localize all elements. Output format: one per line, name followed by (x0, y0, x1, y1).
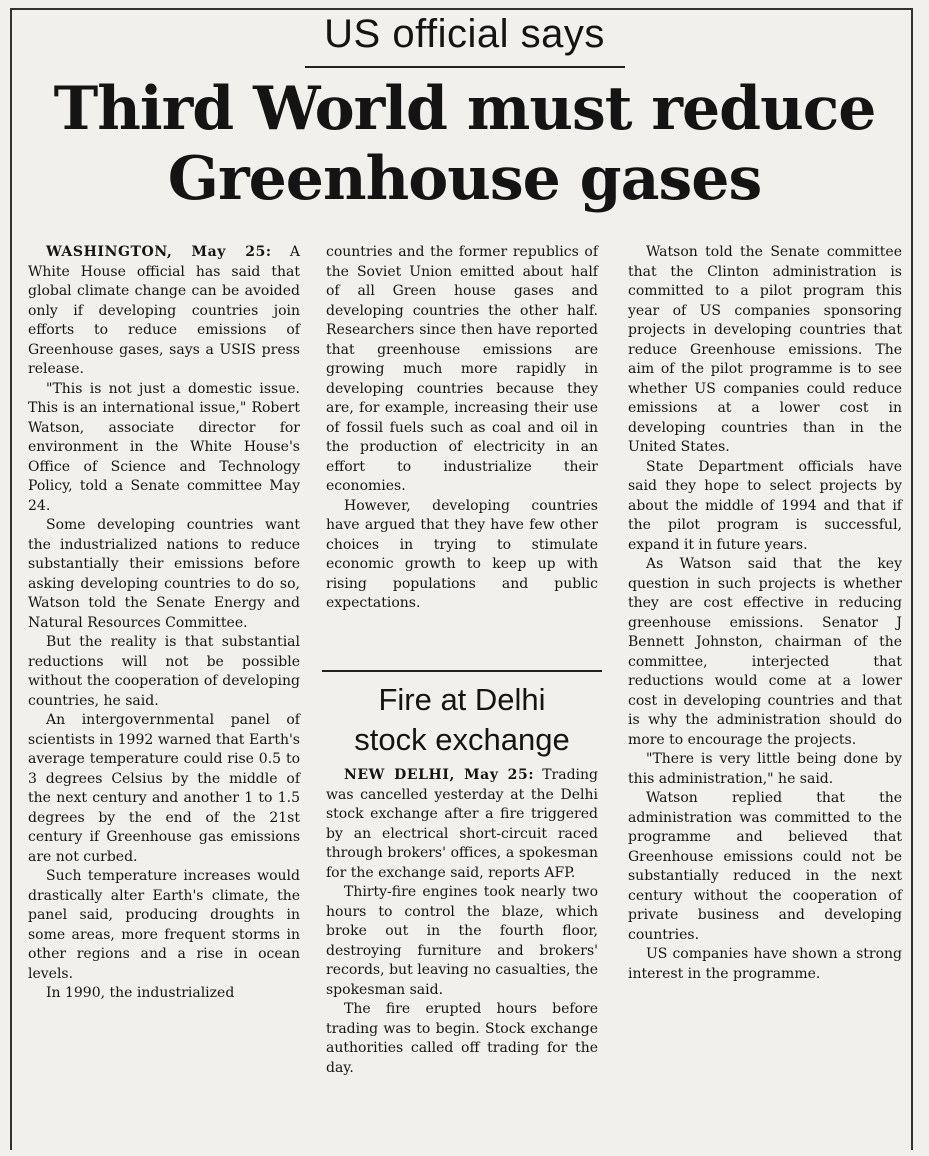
paragraph: Some developing countries want the industrialized nations to reduce substantially their emissions before asking developing countries to do so, Watson told the Senate Energy and Natural Resources Committee. (28, 517, 300, 631)
dateline: WASHINGTON, May 25: (46, 244, 272, 260)
headline (0, 74, 929, 214)
paragraph: As Watson said that the key question in such projects is whether they are cost effective in reducing greenhouse emissions. Senator J Bennett Johnston, chairman of the committee, interjected that reductions would come at a lower cost in developing countries and that is why the administration should do more to encourage the projects. (628, 556, 902, 748)
sidebar-rule (322, 670, 602, 672)
paragraph: "This is not just a domestic issue. This is an international issue," Robert Watson, associate director for environment in the White House's Office of Science and Technology Policy, told a Senate committee May 24. (28, 380, 300, 514)
paragraph: Such temperature increases would drastically alter Earth's climate, the panel said, producing droughts in some areas, more frequent storms in other regions and a rise in ocean levels. (28, 868, 300, 982)
kicker-rule (305, 66, 625, 68)
paragraph (28, 243, 300, 380)
paragraph (326, 766, 598, 883)
article-column-1 (28, 243, 300, 1004)
paragraph: But the reality is that substantial reductions will not be possible without the cooperation of developing countries, he said. (28, 634, 300, 709)
kicker: US official says (324, 12, 605, 56)
paragraph: In 1990, the industrialized (46, 985, 235, 1001)
sidebar-headline-line-2: stock exchange (354, 722, 570, 757)
headline-line-1: Third World must reduce (53, 74, 876, 144)
sidebar-headline (322, 680, 602, 760)
paragraph: "There is very little being done by this administration," he said. (628, 751, 902, 787)
paragraph: Watson replied that the administration was committed to the programme and believed that Greenhouse emissions could not be substantially reduced in the next century without the cooperation of private business and developing countries. (628, 790, 902, 943)
paragraph: However, developing countries have argued that they have few other choices in trying to stimulate economic growth to keep up with rising populations and public expectations. (326, 497, 598, 611)
paragraph: Watson told the Senate committee that the Clinton administration is committed to a pilot program this year of US companies sponsoring projects in developing countries that reduce Greenhouse emissions. The aim of the pilot programme is to see whether US companies could reduce emissions at a lower cost in developing countries than in the United States. (628, 244, 902, 455)
article-column-2 (326, 243, 598, 614)
sidebar-dateline: NEW DELHI, May 25: (344, 767, 535, 783)
sidebar-headline-line-1: Fire at Delhi (378, 682, 546, 717)
paragraph: countries and the former republics of the Soviet Union emitted about half of all Green house gases and developing countries the other half. Researchers since then have reported that greenhouse emissions are growing much more rapidly in developing countries because they are, for example, increasing their use of fossil fuels such as coal and oil in the production of electricity in an effort to industrialize their economies. (326, 244, 598, 494)
sidebar-article-body (326, 766, 598, 1078)
paragraph: The fire erupted hours before trading was to begin. Stock exchange authorities called off trading for the day. (326, 1001, 598, 1076)
paragraph: Thirty-fire engines took nearly two hours to control the blaze, which broke out in the fourth floor, destroying furniture and brokers' records, but leaving no casualties, the spokesman said. (326, 884, 598, 998)
paragraph: US companies have shown a strong interest in the programme. (628, 946, 902, 982)
headline-line-2: Greenhouse gases (167, 144, 762, 214)
paragraph: State Department officials have said they hope to select projects by about the middle of 1994 and that if the pilot program is successful, expand it in future years. (628, 458, 902, 553)
paragraph: An intergovernmental panel of scientists in 1992 warned that Earth's average temperature could rise 0.5 to 3 degrees Celsius by the middle of the next century and another 1 to 1.5 degrees by the end of the 21st century if Greenhouse gas emissions are not curbed. (28, 712, 300, 865)
paragraph-text: Trading was cancelled yesterday at the Delhi stock exchange after a fire triggered by an electrical short-circuit raced through brokers' offices, a spokesman for the exchange said, reports AFP. (326, 767, 598, 881)
paragraph-text: A White House official has said that global climate change can be avoided only if developing countries join efforts to reduce emissions of Greenhouse gases, says a USIS press release. (28, 244, 300, 377)
article-column-3 (628, 243, 902, 984)
